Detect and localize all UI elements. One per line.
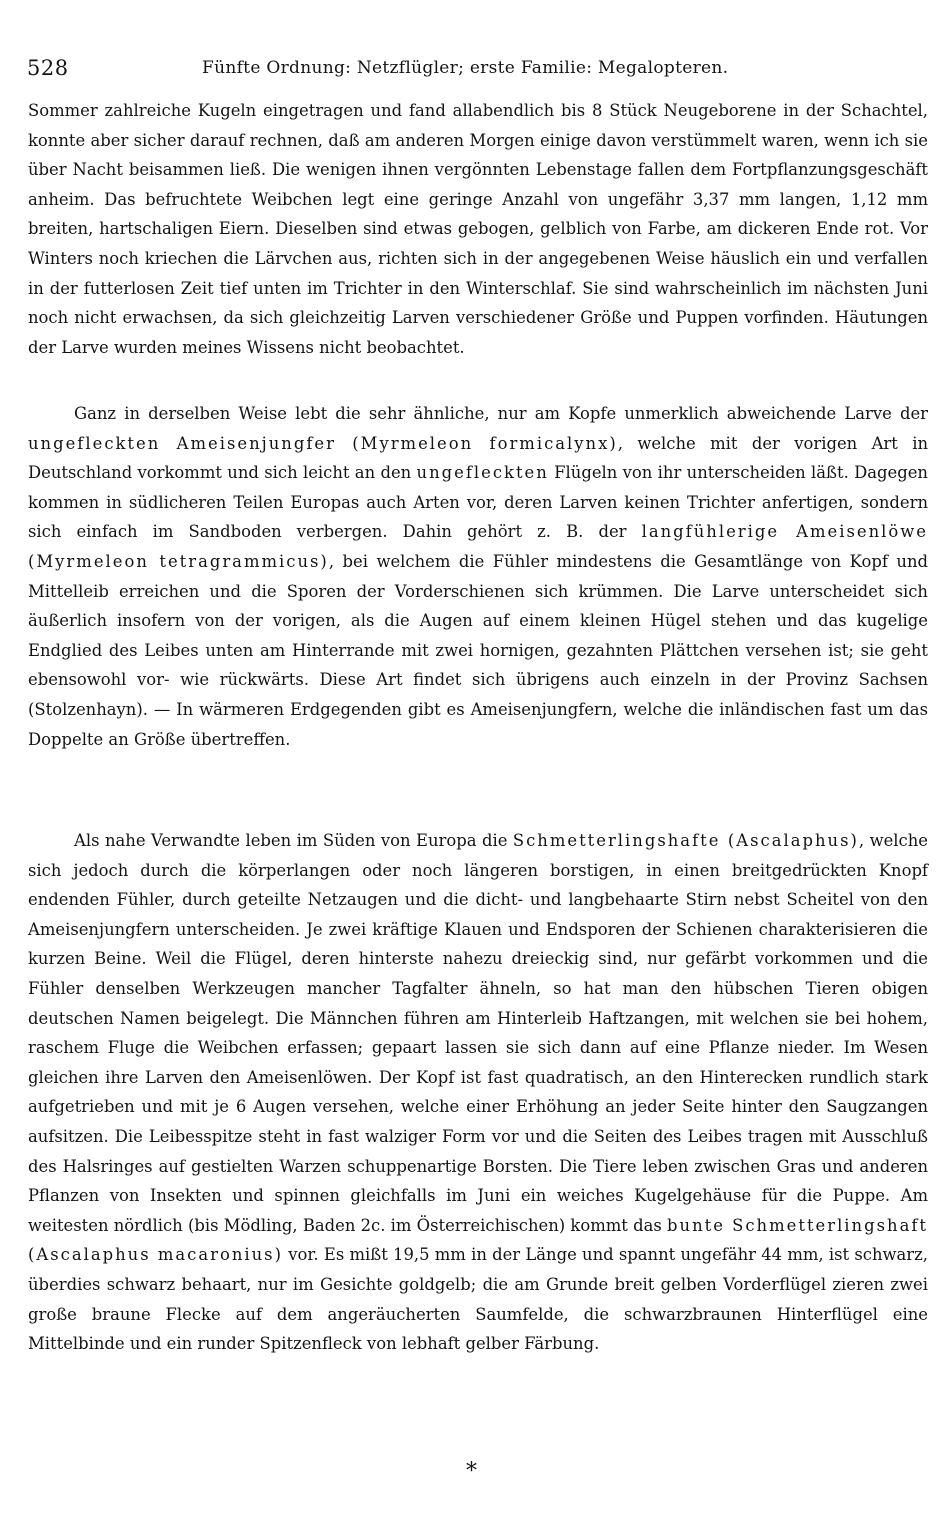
body-paragraph-2 [28, 399, 928, 754]
text-segment: Ganz in derselben Weise lebt die sehr ähnliche, nur am Kopfe unmerklich abweichende Larve der [74, 404, 928, 423]
text-segment: Sommer zahlreiche Kugeln eingetragen und fand allabendlich bis 8 Stück Neugeborene in der Schachtel, konnte aber sicher darauf rechnen, daß am anderen Morgen einige davon verstümmelt waren, wenn ich sie über Nacht beisammen ließ. Die wenigen ihnen vergönnten Lebenstage fallen dem Fortpflanzungsgeschäft anheim. Das befruchtete Weibchen legt eine geringe Anzahl von ungefähr 3,37 mm langen, 1,12 mm breiten, hartschaligen Eiern. Dieselben sind etwas gebogen, gelblich von Farbe, am dickeren Ende rot. Vor Winters noch kriechen die Lärvchen aus, richten sich in der angegebenen Weise häuslich ein und verfallen in der futterlosen Zeit tief unten im Trichter in den Winterschlaf. Sie sind wahrscheinlich im nächsten Juni noch nicht erwachsen, da sich gleichzeitig Larven verschiedener Größe und Puppen vorfinden. Häutungen der Larve wurden meines Wissens nicht beobachtet. [28, 101, 928, 357]
text-segment: , welche sich jedoch durch die körperlangen oder noch längeren borstigen, in einen breitgedrückten Knopf endenden Fühler, durch geteilte Netzaugen und die dicht- und langbehaarte Stirn nebst Scheitel von den Ameisenjungfern unterscheiden. Je zwei kräftige Klauen und Endsporen der Schienen charakterisieren die kurzen Beine. Weil die Flügel, deren hinterste nahezu dreieckig sind, nur gefärbt vorkommen und die Fühler denselben Werkzeugen mancher Tagfalter ähneln, so hat man den hübschen Tieren obigen deutschen Namen beigelegt. Die Männchen führen am Hinterleib Haftzangen, mit welchen sie bei hohem, raschem Fluge die Weibchen erfassen; gepaart lassen sie sich dann auf eine Pflanze nieder. Im Wesen gleichen ihre Larven den Ameisenlöwen. Der Kopf ist fast quadratisch, an den Hinterecken rundlich stark aufgetrieben und mit je 6 Augen versehen, welche einer Erhöhung an jeder Seite hinter den Saugzangen aufsitzen. Die Leibesspitze steht in fast walziger Form vor und die Seiten des Leibes tragen mit Ausschluß des Halsringes auf gestielten Warzen schuppenartige Borsten. Die Tiere leben zwischen Gras und anderen Pflanzen von Insekten und spinnen gleichfalls im Juni ein weiches Kugelgehäuse für die Puppe. Am weitesten nördlich (bis Mödling, Baden 2c. im Österreichischen) kommt das [28, 831, 928, 1235]
page-header [27, 56, 927, 86]
species-name-spaced: Schmetterlingshafte (Ascalaphus) [512, 831, 859, 850]
running-head: Fünfte Ordnung: Netzflügler; erste Familie: Megalopteren. [202, 58, 729, 78]
text-segment: Als nahe Verwandte leben im Süden von Europa die [74, 831, 513, 850]
body-paragraph-1 [28, 96, 928, 362]
species-name-spaced: langfühlerige Ameisenlöwe (Myrmeleon tetragrammicus) [28, 522, 928, 571]
species-name-spaced: bunte Schmetterlingshaft (Ascalaphus macaronius) [28, 1215, 928, 1265]
species-name-spaced: ungefleckten Ameisenjungfer (Myrmeleon formicalynx) [28, 433, 618, 453]
text-segment: vor. Es mißt 19,5 mm in der Länge und spannt ungefähr 44 mm, ist schwarz, überdies schwarz behaart, nur im Gesichte goldgelb; die am Grunde breit gelben Vorderflügel zieren zwei große braune Flecke auf dem angeräucherten Saumfelde, die schwarzbraunen Hinterflügel eine Mittelbinde und ein runder Spitzenfleck von lebhaft gelber Färbung. [28, 1245, 928, 1354]
text-segment: Flügeln von ihr unterscheiden läßt. Dagegen kommen in südlicheren Teilen Europas auch Arten vor, deren Larven keinen Trichter anfertigen, sondern sich einfach im Sandboden verbergen. Dahin gehört z. B. der [28, 463, 928, 542]
body-paragraph-3 [28, 826, 928, 1359]
text-segment: , welche mit der vorigen Art in Deutschland vorkommt und sich leicht an den [28, 433, 928, 483]
section-ornament-asterisk: * [466, 1459, 477, 1484]
text-segment: , bei welchem die Fühler mindestens die Gesamtlänge von Kopf und Mittelleib erreichen und die Sporen der Vorderschienen sich krümmen. Die Larve unterscheidet sich äußerlich insofern von der vorigen, als die Augen auf einem kleinen Hügel stehen und das kugelige Endglied des Leibes unten am Hinterrande mit zwei hornigen, gezahnten Plättchen versehen ist; sie geht ebensowohl vor- wie rückwärts. Diese Art findet sich übrigens auch einzeln in der Provinz Sachsen (Stolzenhayn). — In wärmeren Erdgegenden gibt es Ameisenjungfern, welche die inländischen fast um das Doppelte an Größe übertreffen. [28, 551, 928, 749]
page-number: 528 [27, 56, 69, 80]
emphasis-spaced: ungefleckten [416, 463, 549, 483]
